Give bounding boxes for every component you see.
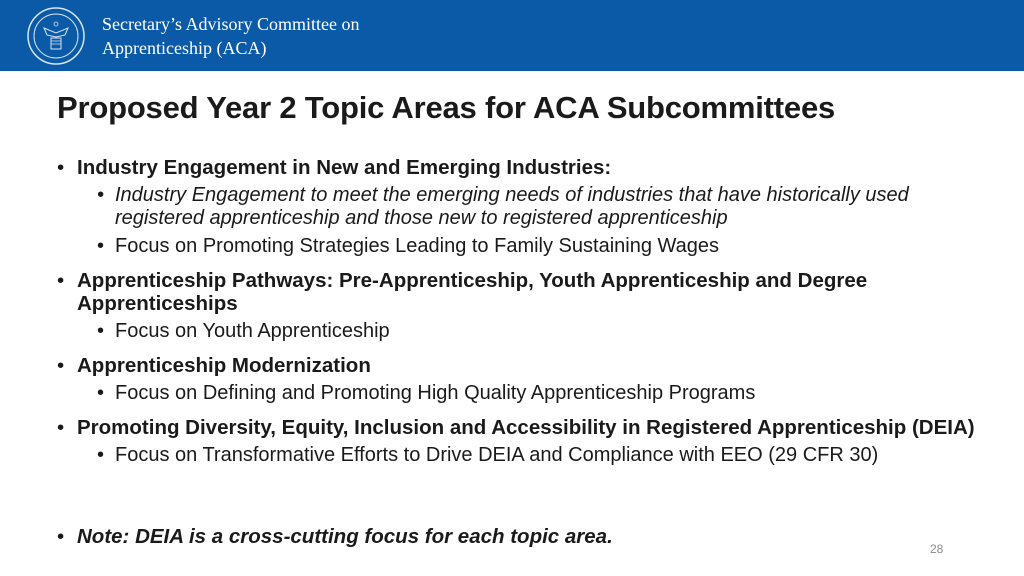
topic-item-industry-engagement	[57, 156, 977, 258]
topic-list	[57, 156, 977, 478]
slide-title: Proposed Year 2 Topic Areas for ACA Subcommittees	[57, 90, 836, 125]
note	[57, 525, 613, 548]
subpoint-text: Focus on Youth Apprenticeship	[115, 320, 390, 342]
department-seal-icon	[26, 6, 86, 66]
header-bar	[0, 0, 1024, 71]
topic-item-deia	[57, 416, 977, 467]
bullet: •	[57, 416, 65, 439]
bullet: •	[97, 235, 105, 257]
bullet: •	[97, 320, 105, 342]
subpoint-item	[77, 444, 977, 467]
subpoint-text: Focus on Defining and Promoting High Quality Apprenticeship Programs	[115, 382, 756, 404]
organization-name	[102, 12, 522, 60]
bullet: •	[97, 184, 105, 206]
bullet: •	[57, 156, 65, 179]
subpoint-item	[77, 320, 977, 343]
subpoint-item	[77, 184, 977, 230]
bullet: •	[57, 525, 65, 548]
organization-name-line1: Secretary’s Advisory Committee on	[102, 14, 360, 34]
topic-item-apprenticeship-pathways	[57, 269, 977, 343]
bullet: •	[57, 354, 65, 377]
organization-name-line2: Apprenticeship (ACA)	[102, 38, 267, 58]
subpoint-text: Focus on Transformative Efforts to Drive DEIA and Compliance with EEO (29 CFR 30)	[115, 444, 879, 466]
topic-heading: Apprenticeship Modernization	[77, 354, 371, 377]
subpoint-text: Focus on Promoting Strategies Leading to Family Sustaining Wages	[115, 235, 720, 257]
bullet: •	[97, 444, 105, 466]
topic-item-apprenticeship-modernization	[57, 354, 977, 405]
note-text: Note: DEIA is a cross-cutting focus for each topic area.	[77, 525, 613, 548]
subpoint-text: Industry Engagement to meet the emerging needs of industries that have historically used registered apprenticeship and those new to registered apprenticeship	[115, 184, 909, 229]
subpoint-item	[77, 382, 977, 405]
bullet: •	[57, 269, 65, 292]
bullet: •	[97, 382, 105, 404]
topic-heading: Apprenticeship Pathways: Pre-Apprenticeship, Youth Apprenticeship and Degree Apprenticeships	[77, 269, 868, 315]
page-number: 28	[930, 542, 944, 556]
topic-heading: Promoting Diversity, Equity, Inclusion and Accessibility in Registered Apprenticeship (DEIA)	[77, 416, 975, 439]
topic-heading: Industry Engagement in New and Emerging Industries:	[77, 156, 612, 179]
subpoint-item	[77, 235, 977, 258]
